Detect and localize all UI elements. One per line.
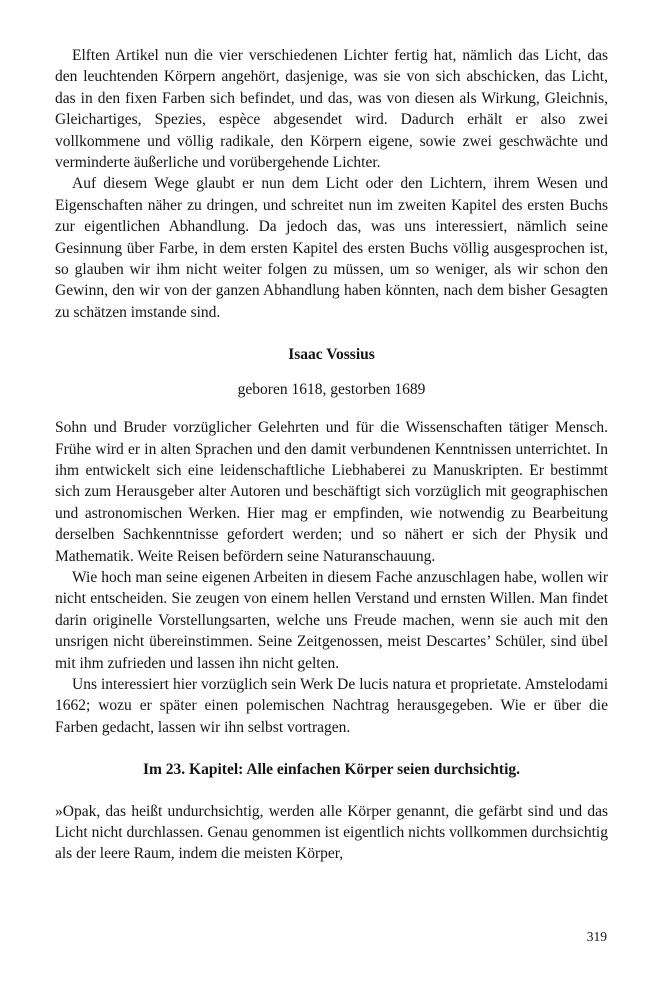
- author-dates-line: geboren 1618, gestorben 1689: [237, 380, 426, 398]
- paragraph-uns-interessiert: Uns interessiert hier vorzüglich sein Werk De lucis natura et proprietate. Amstelodami 1662; wozu er später einen polemischen Nachtrag herausgegeben. Wie er über die Farben gedacht, lassen wir ihn selbst vortragen.: [55, 675, 608, 736]
- section-heading-author: Isaac Vossius: [288, 346, 375, 364]
- paragraph-wie-hoch: Wie hoch man seine eigenen Arbeiten in diesem Fache anzuschlagen habe, wollen wir nicht entscheiden. Sie zeugen von einem hellen Verstand und ernsten Willen. Man findet darin originelle Vorstellungsarten, welche uns Freude machen, wenn sie auch mit den unsrigen nicht übereinstimmen. Seine Zeitgenossen, meist Descartes’ Schüler, sind übel mit ihm zufrieden und lassen ihn nicht gelten.: [55, 568, 608, 672]
- paragraph-sohn-und-bruder: Sohn und Bruder vorzüglicher Gelehrten und für die Wissenschaften tätiger Mensch. Frühe wird er in alten Sprachen und den damit verbundenen Kenntnissen unterrichtet. In ihm entwickelt sich eine leidenschaftliche Liebhaberei zu Manuskripten. Er bestimmt sich zum Herausgeber alter Autoren und beschäftigt sich vorzüglich mit geographischen und astronomischen Werken. Hier mag er empfinden, wie notwendig zu Bearbeitung derselben Sachkenntnisse gefordert werden; und so nähert er sich der Physik und Mathematik. Weite Reisen befördern seine Naturanschauung.: [55, 419, 608, 565]
- paragraph-elften-artikel: Elften Artikel nun die vier verschiedenen Lichter fertig hat, nämlich das Licht, das den leuchtenden Körpern angehört, dasjenige, was sie von sich abschicken, das Licht, das in den fixen Farben sich befindet, und das, was von diesen als Wirkung, Gleichnis, Gleichartiges, Spezies, espèce abgesendet wird. Dadurch erhält er also zwei vollkommene und völlig radikale, den Körpern eigene, sowie zwei geschwächte und verminderte äußerliche und vorübergehende Lichter.: [55, 47, 608, 172]
- page-number: 319: [586, 928, 607, 944]
- paragraph-opak-quote: »Opak, das heißt undurchsichtig, werden alle Körper genannt, die gefärbt sind und das Licht nicht durchlassen. Genau genommen ist eigentlich nichts vollkommen durchsichtig als der leere Raum, indem die meisten Körper,: [55, 802, 608, 863]
- paragraph-auf-diesem-wege: Auf diesem Wege glaubt er nun dem Licht oder den Lichtern, ihrem Wesen und Eigenschaften näher zu dringen, und schreitet nun im zweiten Kapitel des ersten Buchs zur eigentlichen Abhandlung. Da jedoch das, was uns interessiert, nämlich seine Gesinnung über Farbe, in dem ersten Kapitel des ersten Buchs völlig ausgesprochen ist, so glauben wir ihm nicht weiter folgen zu müssen, um so weniger, als wir schon den Gewinn, den wir von der ganzen Abhandlung haben könnten, nach dem bisher Gesagten zu schätzen imstande sind.: [55, 175, 608, 321]
- chapter-heading: Im 23. Kapitel: Alle einfachen Körper seien durchsichtig.: [142, 761, 520, 779]
